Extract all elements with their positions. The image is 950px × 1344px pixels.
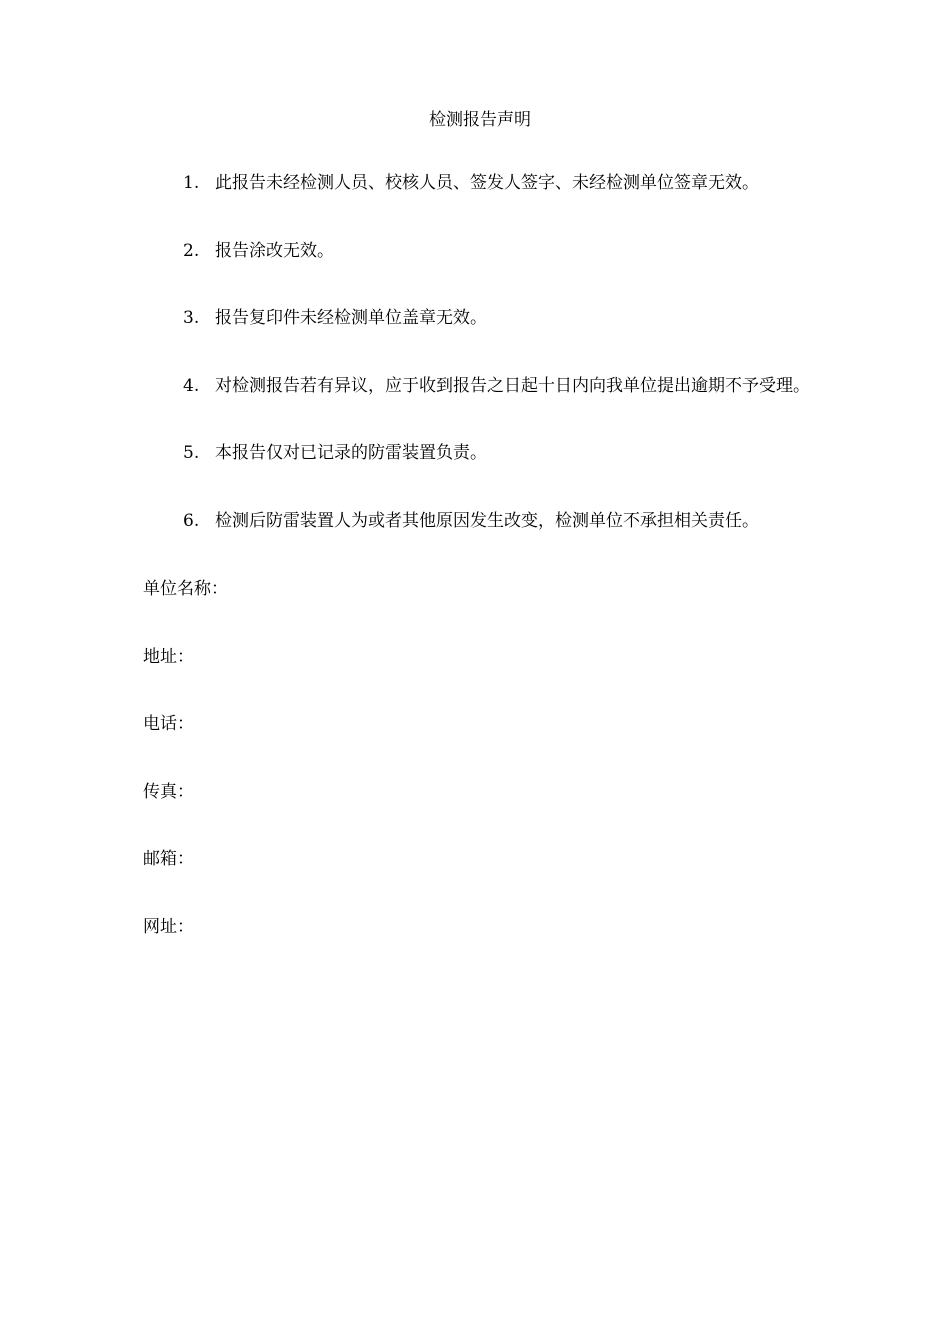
- email-label: 邮箱：: [143, 849, 194, 870]
- website-label: 网址：: [143, 916, 194, 937]
- statement-text: 报告涂改无效。: [215, 240, 334, 261]
- statement-text: 检测后防雷装置人为或者其他原因发生改变，检测单位不承担相关责任。: [215, 510, 759, 531]
- statement-text: 报告复印件未经检测单位盖章无效。: [215, 308, 487, 329]
- statement-item: [183, 441, 943, 509]
- statement-item: [183, 374, 943, 442]
- statement-text: 本报告仅对已记录的防雷装置负责。: [215, 443, 487, 464]
- statement-item: [183, 171, 943, 239]
- statement-number: 3.: [183, 308, 200, 329]
- statement-number: 2.: [183, 240, 200, 261]
- document-title: 检测报告声明: [429, 110, 531, 130]
- statement-list: [183, 171, 943, 577]
- statement-item: [183, 239, 943, 307]
- unit-name-label: 单位名称：: [143, 579, 228, 599]
- statement-number: 4.: [183, 375, 200, 396]
- contact-info-list: [143, 577, 843, 983]
- statement-number: 5.: [183, 443, 200, 464]
- address-label: 地址：: [143, 646, 194, 667]
- statement-item: [183, 509, 943, 577]
- statement-number: 1.: [183, 173, 200, 193]
- phone-label: 电话：: [143, 714, 194, 735]
- fax-label: 传真：: [143, 781, 194, 802]
- statement-item: [183, 306, 943, 374]
- statement-text: 对检测报告若有异议，应于收到报告之日起十日内向我单位提出逾期不予受理。: [215, 375, 810, 396]
- statement-text: 此报告未经检测人员、校核人员、签发人签字、未经检测单位签章无效。: [215, 173, 759, 193]
- statement-number: 6.: [183, 510, 200, 531]
